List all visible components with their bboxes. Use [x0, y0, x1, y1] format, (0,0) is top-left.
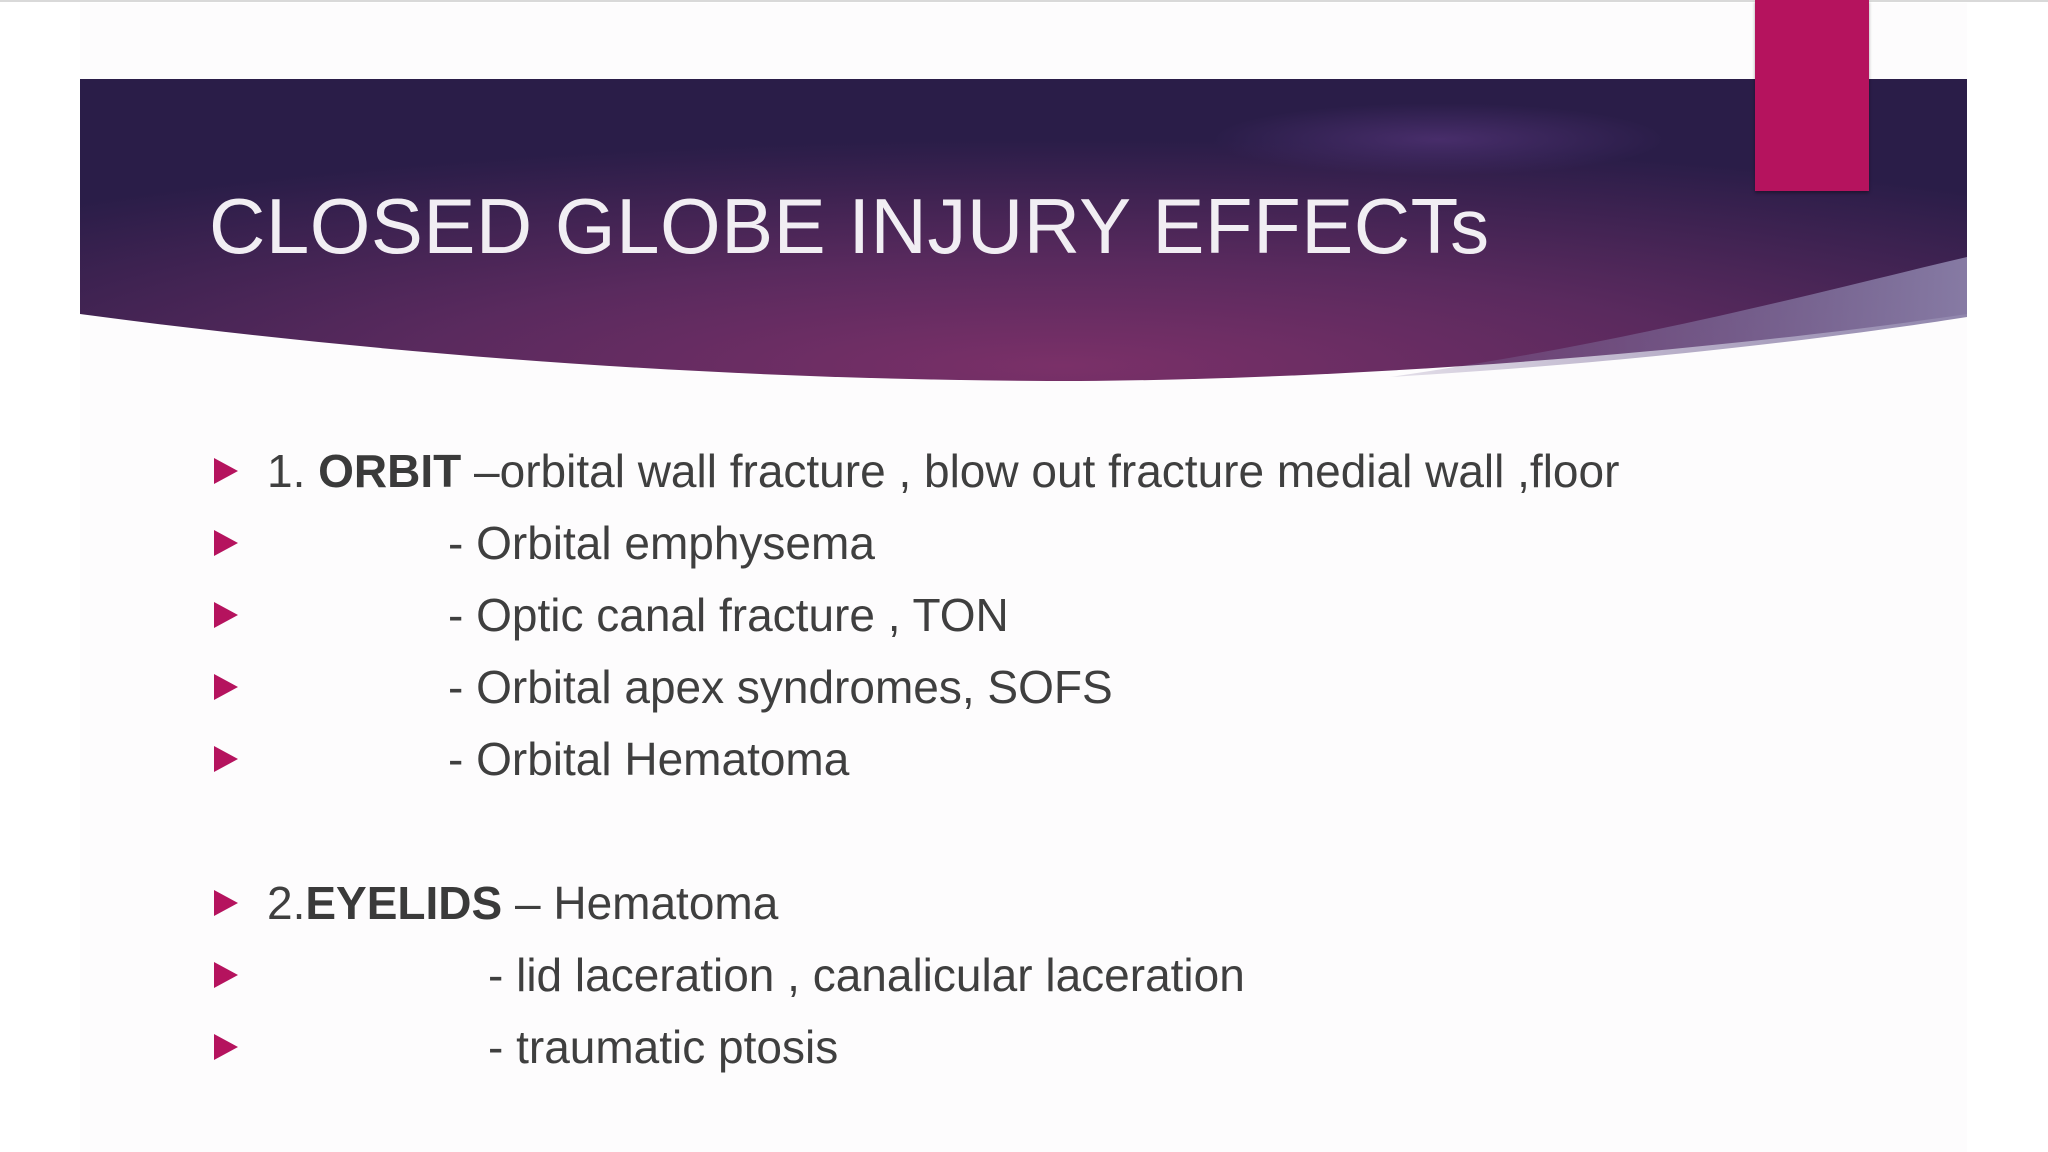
bullet-item	[210, 1011, 1910, 1083]
bullet-text: 1. ORBIT –orbital wall fracture , blow out fracture medial wall ,floor	[267, 445, 1620, 497]
bullet-keyword: EYELIDS	[305, 877, 503, 929]
bullet-text: 2.EYELIDS – Hematoma	[267, 877, 779, 929]
bullet-item	[210, 651, 1910, 723]
bullet-item	[210, 723, 1910, 795]
bullet-item	[210, 867, 1910, 939]
top-divider	[0, 0, 2048, 2]
bullet-item	[210, 435, 1910, 507]
bullet-item	[210, 939, 1910, 1011]
bullet-item	[210, 507, 1910, 579]
triangle-right-icon	[214, 1034, 238, 1060]
triangle-right-icon	[214, 458, 238, 484]
bullet-item	[210, 579, 1910, 651]
triangle-right-icon	[214, 674, 238, 700]
triangle-right-icon	[214, 530, 238, 556]
slide-title: CLOSED GLOBE INJURY EFFECTs	[209, 182, 1490, 270]
triangle-right-icon	[214, 890, 238, 916]
bullet-text: - Orbital Hematoma	[448, 733, 850, 785]
triangle-right-icon	[214, 602, 238, 628]
bullet-spacer	[210, 795, 1910, 867]
accent-tab	[1755, 0, 1869, 191]
bullet-list	[210, 435, 1910, 1083]
bullet-text: - lid laceration , canalicular laceration	[488, 949, 1245, 1001]
bullet-text: - traumatic ptosis	[488, 1021, 839, 1073]
bullet-keyword: ORBIT	[318, 445, 462, 497]
bullet-text: - Optic canal fracture , TON	[448, 589, 1009, 641]
triangle-right-icon	[214, 962, 238, 988]
triangle-right-icon	[214, 746, 238, 772]
bullet-text: - Orbital emphysema	[448, 517, 875, 569]
bullet-text: - Orbital apex syndromes, SOFS	[448, 661, 1113, 713]
